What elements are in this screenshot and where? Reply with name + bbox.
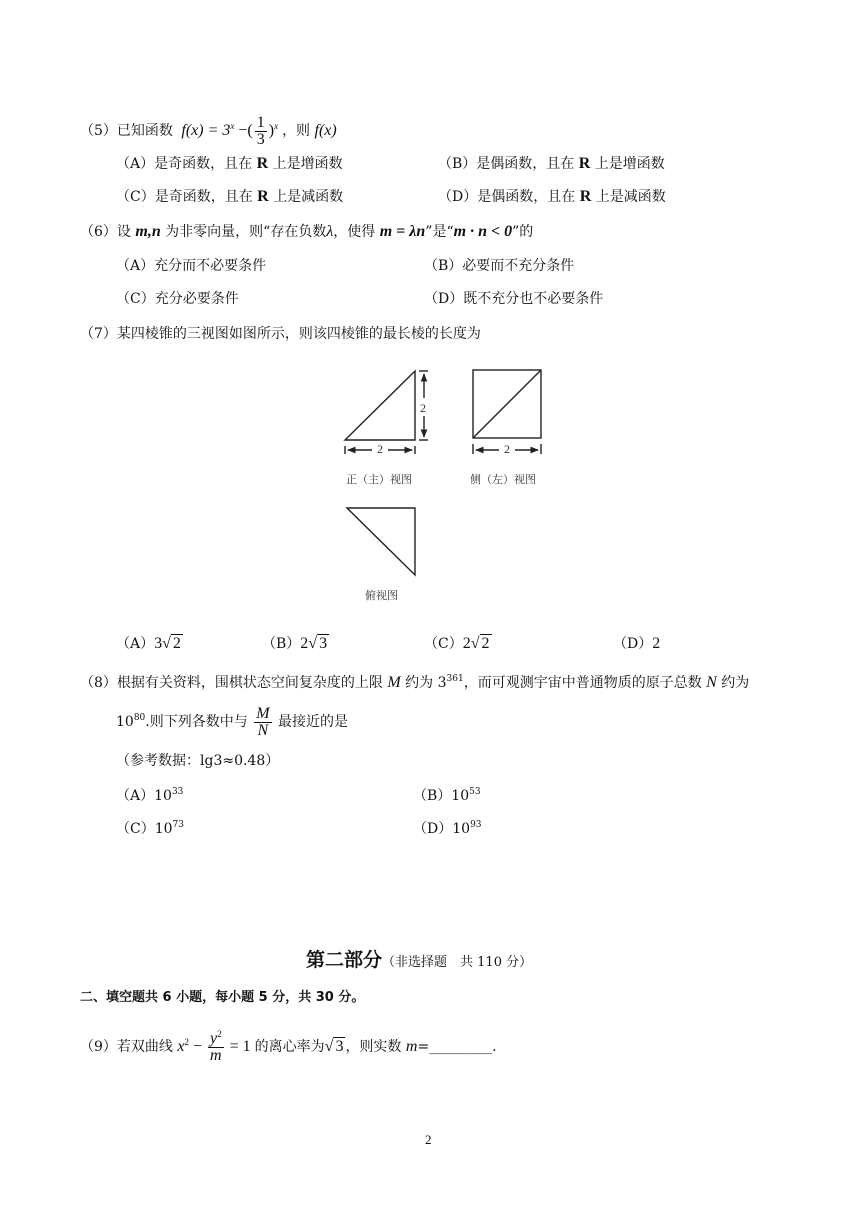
q8-reference-data: （参考数据：lg3≈0.48） [116, 753, 280, 769]
front-view [345, 371, 428, 454]
q6-number: （6） [80, 224, 117, 240]
q7-option-c[interactable]: （C）2√ 2 [424, 635, 490, 652]
part2-title [306, 945, 532, 972]
q6-option-d[interactable]: （D）既不充分也不必要条件 [424, 291, 604, 307]
q5-option-d[interactable]: （D）是偶函数，且在 R 上是减函数 [438, 188, 666, 205]
q7-stem: （7）某四棱锥的三视图如图所示，则该四棱锥的最长棱的长度为 [80, 326, 481, 342]
q9-answer-blank[interactable]: =_________. [417, 1039, 497, 1055]
q5-fx: f(x) [314, 122, 337, 140]
q8-option-d[interactable]: $(D)10^{93}$ [413, 820, 482, 837]
side-view-label: 侧（左）视图 [470, 473, 536, 486]
top-view-label: 俯视图 [365, 589, 398, 602]
q7-number: （7） [80, 326, 117, 342]
q8-stem-line2: $10^{80}$.则下列各数中与 $\frac{M}{N}$ 最接近的是 [116, 704, 348, 739]
q5-option-a[interactable]: （A）是奇函数，且在 R 上是增函数 [116, 155, 343, 172]
q6-stem: （6）设 m,n 为非零向量，则“存在负数λ，使得 m = λn”是“m · n < 0”的 [80, 223, 534, 240]
top-view [347, 508, 415, 575]
part2-heading: 第二部分 [306, 949, 383, 971]
q5-option-c[interactable]: （C）是奇函数，且在 R 上是减函数 [116, 188, 344, 205]
q7-option-b[interactable]: （B）2√ 3 [262, 635, 328, 652]
q5-prefix: 已知函数 [116, 123, 173, 140]
q5-stem: （5）已知函数 $f(x) = 3^x$ −( $\frac{1}{3}$ )$^x$ ，则 f(x) [80, 114, 337, 148]
q5-function: $f(x) = 3^x$ −( $\frac{1}{3}$ )$^x$ [181, 114, 279, 148]
section-fill-in-blank-heading: 二、填空题共 6 小题，每小题 5 分，共 30 分。 [80, 990, 365, 1005]
page-number: 2 [425, 1132, 432, 1147]
front-view-label: 正（主）视图 [346, 473, 412, 486]
q6-equation-1: m = λn [379, 223, 426, 240]
q8-stem-line1: （8）根据有关资料，围棋状态空间复杂度的上限 M 约为 $3^{361}$，而可观测宇宙中普通物质的原子总数 N 约为 [80, 674, 750, 691]
q7-option-a[interactable]: （A）3√ 2 [116, 635, 181, 652]
dim-front-height: 2 [420, 401, 426, 415]
dim-side-width: 2 [504, 442, 510, 456]
q8-fraction: $\frac{M}{N}$ [256, 704, 270, 739]
q6-option-b[interactable]: （B）必要而不充分条件 [424, 258, 575, 274]
q6-option-a[interactable]: （A）充分而不必要条件 [116, 258, 267, 274]
dim-front-width: 2 [377, 442, 383, 456]
q9-hyperbola-equation: $x^2$ − $\frac{y^2}{m}$ = 1 [177, 1028, 251, 1064]
q6-option-c[interactable]: （C）充分必要条件 [116, 291, 239, 307]
q8-number: （8） [80, 675, 117, 691]
q7-option-d[interactable]: （D）2 [613, 635, 661, 652]
q5-number: （5） [80, 123, 117, 140]
q8-option-c[interactable]: $(C)10^{73}$ [116, 820, 184, 837]
q8-option-a[interactable]: $(A)10^{33}$ [116, 787, 184, 804]
q6-vars: m,n [135, 223, 161, 240]
q8-option-b[interactable]: $(B)10^{53}$ [413, 787, 481, 804]
q5-option-b[interactable]: （B）是偶函数，且在 R 上是增函数 [438, 155, 665, 172]
q9-stem: （9）若双曲线 $x^2$ − $\frac{y^2}{m}$ = 1 的离心率为√ 3 ，则实数 m=_________. [80, 1028, 497, 1064]
q5-fraction: $\frac{1}{3}$ [256, 114, 265, 148]
q6-equation-2: m · n < 0 [453, 223, 513, 240]
part2-subtitle: （非选择题 共 110 分） [382, 955, 533, 970]
q9-number: （9） [80, 1039, 117, 1055]
